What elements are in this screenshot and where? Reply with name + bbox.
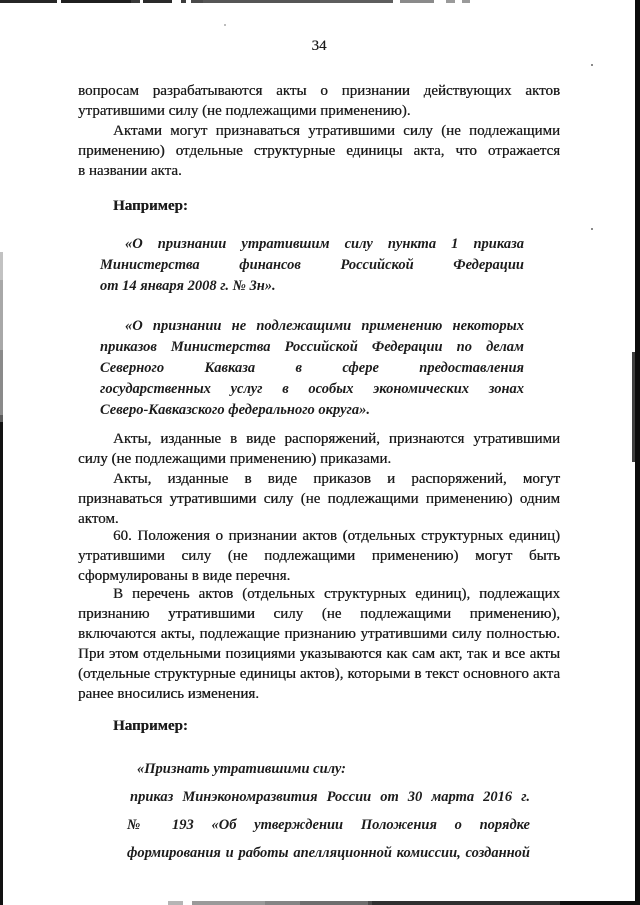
scan-edge-left — [0, 250, 3, 905]
example-quote-2 — [100, 316, 524, 421]
text-line: Северного Кавказа в сфере предоставления — [100, 360, 524, 376]
text-line: актом. — [78, 511, 119, 527]
scan-edge-top — [0, 0, 640, 3]
text-line: Актами могут признаваться утратившими силу (не подлежащими — [113, 123, 560, 139]
text-line: (отдельные структурные единицы актов), которыми в текст основного акта — [78, 666, 560, 682]
text-line: от 14 января 2008 г. № 3н». — [100, 278, 276, 294]
text-line: признаваться утратившими силу (не подлежащими применению) одним — [78, 491, 560, 507]
text-line: «Признать утратившими силу: — [137, 761, 346, 777]
text-line: «О признании не подлежащими применению некоторых — [125, 318, 524, 334]
text-line: № 193 «Об утверждении Положения о порядке — [127, 817, 530, 833]
text-line: вопросам разрабатываются акты о признании действующих актов — [78, 83, 560, 99]
paragraph-5 — [78, 526, 560, 586]
text-line: формирования и работы апелляционной комиссии, созданной — [127, 845, 530, 861]
text-line: ранее вносились изменения. — [78, 686, 259, 702]
text-line: в названии акта. — [78, 163, 182, 179]
text-line: государственных услуг в особых экономических зонах — [100, 381, 524, 397]
text-line: Акты, изданные в виде приказов и распоряжений, могут — [113, 471, 560, 487]
text-line: утратившими силу (не подлежащими применению). — [78, 103, 411, 119]
page-number: 34 — [311, 38, 327, 54]
text-line: 60. Положения о признании актов (отдельных структурных единиц) — [113, 528, 560, 544]
scan-speck — [591, 64, 593, 66]
text-line: сформулированы в виде перечня. — [78, 568, 291, 584]
example-quote-1 — [100, 234, 524, 297]
scan-edge-bottom — [0, 901, 640, 905]
paragraph-2 — [78, 121, 560, 181]
text-line: «О признании утратившим силу пункта 1 приказа — [125, 236, 524, 252]
text-line: признанию утратившими силу (не подлежащими применению), — [78, 606, 560, 622]
scan-edge-right — [635, 0, 640, 905]
text-line: утратившими силу (не подлежащими применению) могут быть — [78, 548, 560, 564]
text-line: приказов Министерства Российской Федерации по делам — [100, 339, 524, 355]
text-line: Северо-Кавказского федерального округа». — [100, 402, 370, 418]
text-line: Министерства финансов Российской Федерации — [100, 257, 524, 273]
scan-edge-right-nub — [632, 352, 635, 462]
paragraph-1 — [78, 81, 560, 121]
text-line: приказ Минэкономразвития России от 30 марта 2016 г. — [130, 789, 530, 805]
paragraph-3 — [78, 429, 560, 469]
scan-speck — [224, 24, 226, 26]
text-line: применению) отдельные структурные единицы акта, что отражается — [78, 143, 560, 159]
example-label-2: Например: — [113, 718, 188, 734]
example-quote-3 — [127, 755, 530, 867]
example-label-1: Например: — [113, 198, 188, 214]
paragraph-4 — [78, 469, 560, 529]
paragraph-6 — [78, 584, 560, 704]
text-line: Акты, изданные в виде распоряжений, признаются утратившими — [113, 431, 560, 447]
text-line: включаются акты, подлежащие признанию утратившими силу полностью. — [78, 626, 560, 642]
text-line: силу (не подлежащими применению) приказами. — [78, 451, 392, 467]
text-line: При этом отдельными позициями указываются как сам акт, так и все акты — [78, 646, 560, 662]
scan-speck — [591, 228, 593, 230]
text-line: В перечень актов (отдельных структурных единиц), подлежащих — [113, 586, 560, 602]
